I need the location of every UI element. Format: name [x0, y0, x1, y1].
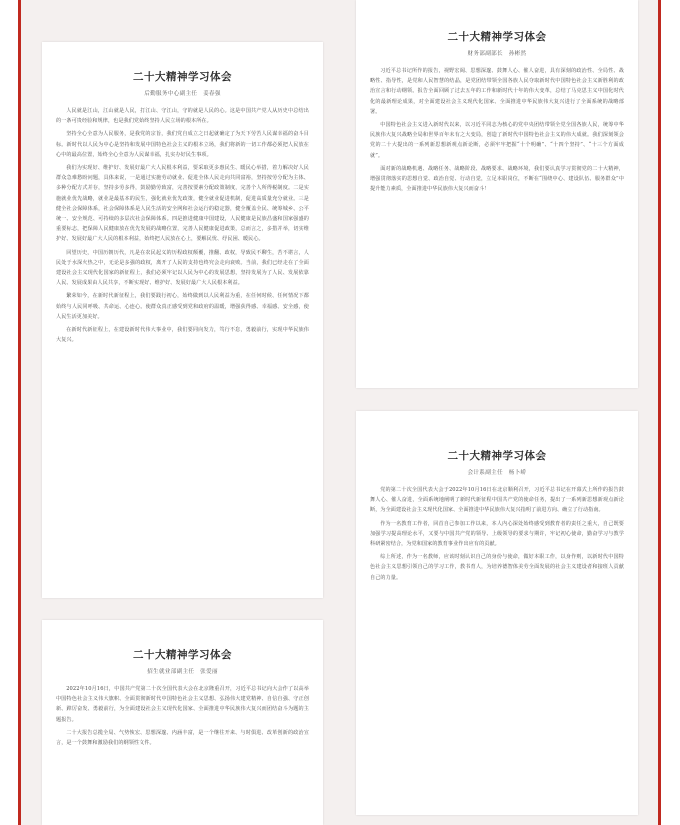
document-paragraph: 作为一名教育工作者，回首自己参加工作以来，本人内心深处始终感受到教育者的责任之重大，自己既要加强学习提高理论水平，又要与中国共产党的领导、上级领导的要求与期许，牢记初心使命，勤奋学习与教学科研紧密结合，为党和国家的教育事业作出应有的贡献。 — [370, 520, 624, 548]
document-title: 二十大精神学习体会 — [447, 31, 547, 43]
document-title: 二十大精神学习体会 — [447, 450, 547, 462]
document-paragraph: 坚持全心全意为人民服务，是我党的宗旨，我们党自成立之日起就确定了为天下劳苦人民谋幸福的奋斗目标。新时代以人民为中心是坚持和发展中国特色社会主义的根本立场，我们将新的一切工作都必须把人民放在心中的最高位置，始终全心全意为人民谋幸福，扎实办好民生事项。 — [56, 131, 309, 158]
document-paragraph: 习近平总书记所作的报告，视野宏阔、思想深邃、鼓舞人心、催人奋进，具有深刻的政治性、全局性、战略性、指导性，是党和人民智慧的结晶，是党团结带领全国各族人民夺取新时代中国特色社会主义新胜利的政治宣言和行动纲领。报告全面回顾了过去五年的工作和新时代十年的伟大变革，总结了马克思主义中国化时代化的最新理论成果，对全面建设社会主义现代化国家、全面推进中华民族伟大复兴进行了全面系统的战略部署。 — [370, 68, 624, 115]
document-title: 二十大精神学习体会 — [133, 649, 232, 661]
document-paragraph: 2022年10月16日，中国共产党第二十次全国代表大会在北京隆重召开，习近平总书记向大会作了以高举中国特色社会主义伟大旗帜、全面贯彻新时代中国特色社会主义思想、弘扬伟大建党精神、自信自强、守正创新、踔厉奋发、勇毅前行，为全面建设社会主义现代化国家、全面推进中华民族伟大复兴而团结奋斗为题的主题报告。 — [56, 686, 309, 723]
document-paragraph: 党的第二十次全国代表大会于2022年10月16日在北京顺利召开，习近平总书记在开幕式上所作的报告鼓舞人心、催人奋进，全面系统地阐明了新时代新征程中国共产党的使命任务，提出了一系列新思想新观点新论断，为全面建设社会主义现代化国家、全面推进中华民族伟大复兴指明了前进方向、确立了行动指南。 — [370, 487, 624, 514]
document-author: 后勤服务中心副主任 姜春强 — [144, 91, 221, 97]
document-author: 会计系副主任 杨卜峤 — [467, 470, 527, 476]
document-paragraph: 回望历史，中国历朝历代，凡是在农民起义的历程政权颠覆，推翻、政权，导致民不聊生，苦不堪言，人民处于水深火热之中，无论是多强的政权，离开了人民的支持也终究会走向衰败。当前，我们已经走在了全面建设社会主义现代化国家的新征程上，我们必须牢记以人民为中心的发展思想，坚持发展为了人民、发展依靠人民、发展成果由人民共享，不断实现好、维护好、发展好最广大人民根本利益。 — [56, 249, 309, 287]
document-title: 二十大精神学习体会 — [133, 71, 232, 83]
document-card-2 — [356, 0, 638, 388]
document-paragraph: 中国特色社会主义进入新时代以来，以习近平同志为核心的党中央团结带领全党全国各族人民，统筹中华民族伟大复兴战略全局和世界百年未有之大变局，创造了新时代中国特色社会主义的伟大成就。我们深刻领会党的二十大提出的一系列新思想新观点新论断，必须牢牢把握“十个明确”、“十四个坚持”、“十三个方面成就”。 — [370, 122, 624, 159]
document-card-1 — [42, 42, 323, 598]
document-paragraph: 二十大报告总揽全局、气势恢宏、思想深邃、内涵丰富，是一个继往开来、与时俱进、改革创新的政治宣言，是一个鼓舞和激励我们的纲领性文件。 — [56, 729, 309, 747]
document-paragraph: 繁荣如今，在新时代新征程上，我们要践行初心，始终做到以人民利益为重，在任何时候、任何情况下都始终与人民同呼吸、共命运、心连心。使群众真正感受到党和政府的温暖，增强获得感、幸福感、安全感，使人民生活更加美好。 — [56, 293, 309, 320]
document-author: 招生就业部副主任 张爱丽 — [147, 669, 218, 675]
document-paragraph: 在新时代新征程上，在建设新时代伟大事业中，我们要同向发力，笃行不怠，勇毅前行，实现中华民族伟大复兴。 — [56, 327, 309, 344]
document-paragraph: 面对新的战略机遇、战略任务、战略阶段、战略要求、战略环境，我们要认真学习贯彻党的二十大精神，增强贯彻落实的思想自觉、政治自觉、行动自觉，立足本职岗位，不断在“围绕中心、建设队伍、服务群众”中提升能力素质，全面推进中华民族伟大复兴而奋斗！ — [370, 165, 624, 193]
document-paragraph: 我们为实现好、维护好、发展好最广大人民根本利益，要采取更多惠民生、暖民心举措，着力解决好人民群众急难愁盼问题，具体来说，一是通过实施劳动就业、促进全体人民走向共同富裕，坚持按劳分配为主体、多种分配方式并存，坚持多劳多得，鼓励勤劳致富，完善按要素分配政策制度，完善个人所得税制度。二是实施就业优先战略，就业是最基本的民生，强化就业优先政策，健全就业促进机制，促进高质量充分就业。三是健全社会保障体系，社会保障体系是人民生活的安全网和社会运行的稳定器，健全覆盖全民、统筹城乡、公平统一、安全规范、可持续的多层次社会保障体系。四是推进健康中国建设，人民健康是民族昌盛和国家强盛的重要标志，把保障人民健康放在优先发展的战略位置，完善人民健康促进政策，总而言之，多措并举，切实维护好、发展好最广大人民的根本利益，始终把人民放在心上，要解民忧、纾民困、暖民心。 — [56, 165, 309, 243]
document-paragraph: 综上所述，作为一名教师，应该时刻认识自己的身份与使命，做好本职工作，以身作则，以新时代中国特色社会主义思想引领自己的学习工作，教书育人，为培养德智体美劳全面发展的社会主义建设者和接班人贡献自己的力量。 — [370, 554, 624, 581]
document-card-4 — [42, 620, 323, 825]
document-card-3 — [356, 411, 638, 815]
document-paragraph: 人民就是江山，江山就是人民，打江山、守江山，守的就是人民的心。这是中国共产党人从历史中总结出的一条可贵经验和规律，也是我们党始终坚持人民立场的根本所在。 — [56, 108, 309, 125]
document-author: 财务部副部长 孙彬然 — [467, 51, 527, 57]
